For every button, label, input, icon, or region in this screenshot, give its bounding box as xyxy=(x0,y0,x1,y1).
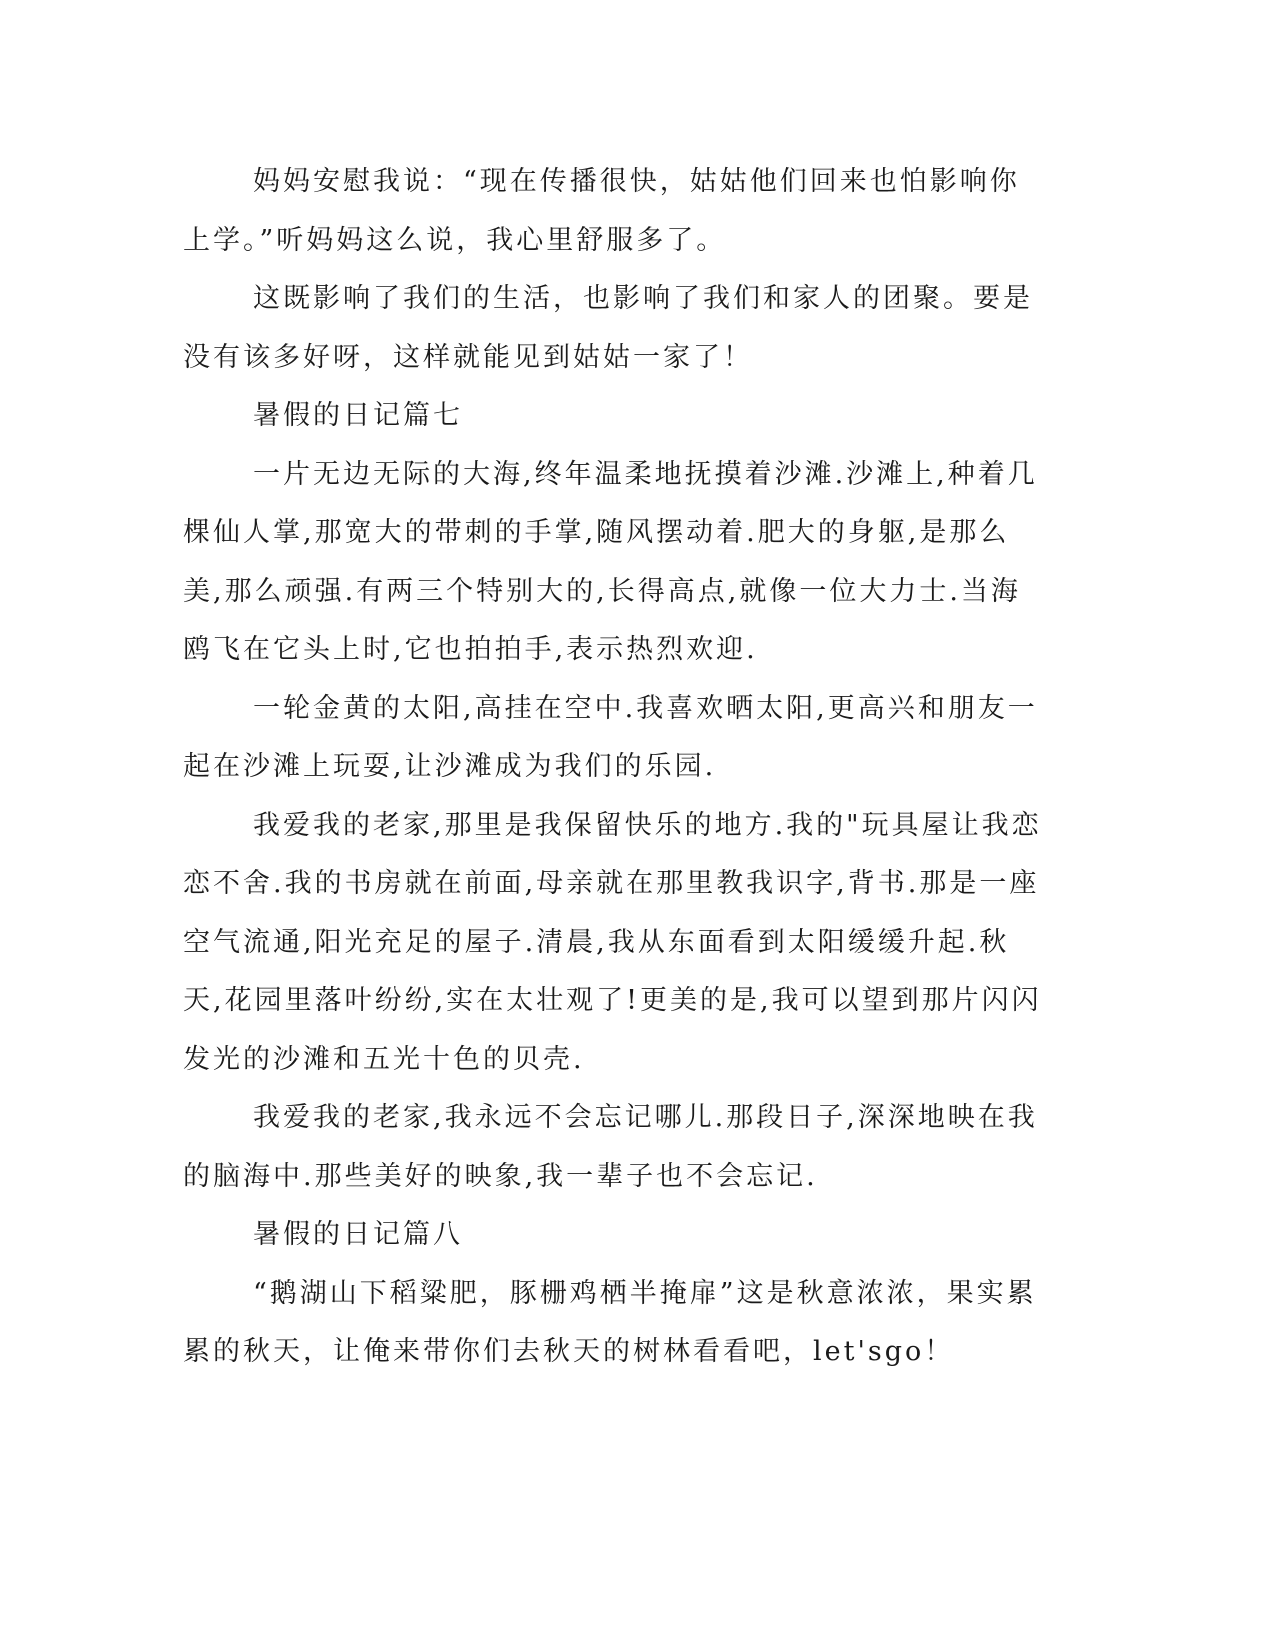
paragraph-memories: 我爱我的老家,我永远不会忘记哪儿.那段日子,深深地映在我的脑海中.那些美好的映象,我一辈子也不会忘记. xyxy=(183,1102,1038,1192)
paragraph-sun: 一轮金黄的太阳,高挂在空中.我喜欢晒太阳,更高兴和朋友一起在沙滩上玩耍,让沙滩成为我们的乐园. xyxy=(183,692,1038,782)
section-heading-eight: 暑假的日记篇八 xyxy=(253,1219,463,1250)
paragraph-old-home: 我爱我的老家,那里是我保留快乐的地方.我的"玩具屋让我恋恋不舍.我的书房就在前面,母亲就在那里教我识字,背书.那是一座空气流通,阳光充足的屋子.清晨,我从东面看到太阳缓缓升起.秋天,花园里落叶纷纷,实在太壮观了!更美的是,我可以望到那片闪闪发光的沙滩和五光十色的贝壳. xyxy=(183,809,1042,1075)
paragraph-autumn: “鹅湖山下稻粱肥，豚栅鸡栖半掩扉”这是秋意浓浓，果实累累的秋天，让俺来带你们去秋天的树林看看吧，let'sgo！ xyxy=(183,1277,1037,1367)
paragraph-reunion: 这既影响了我们的生活，也影响了我们和家人的团聚。要是没有该多好呀，这样就能见到姑姑一家了！ xyxy=(183,283,1033,373)
paragraph-comfort: 妈妈安慰我说：“现在传播很快，姑姑他们回来也怕影响你上学。”听妈妈这么说，我心里舒服多了。 xyxy=(183,166,1020,256)
section-heading-seven: 暑假的日记篇七 xyxy=(253,400,463,431)
paragraph-sea-cactus: 一片无边无际的大海,终年温柔地抚摸着沙滩.沙滩上,种着几棵仙人掌,那宽大的带刺的手掌,随风摆动着.肥大的身躯,是那么美,那么顽强.有两三个特别大的,长得高点,就像一位大力士.当海鸥飞在它头上时,它也拍拍手,表示热烈欢迎. xyxy=(183,458,1038,665)
document-body xyxy=(183,153,1043,1382)
